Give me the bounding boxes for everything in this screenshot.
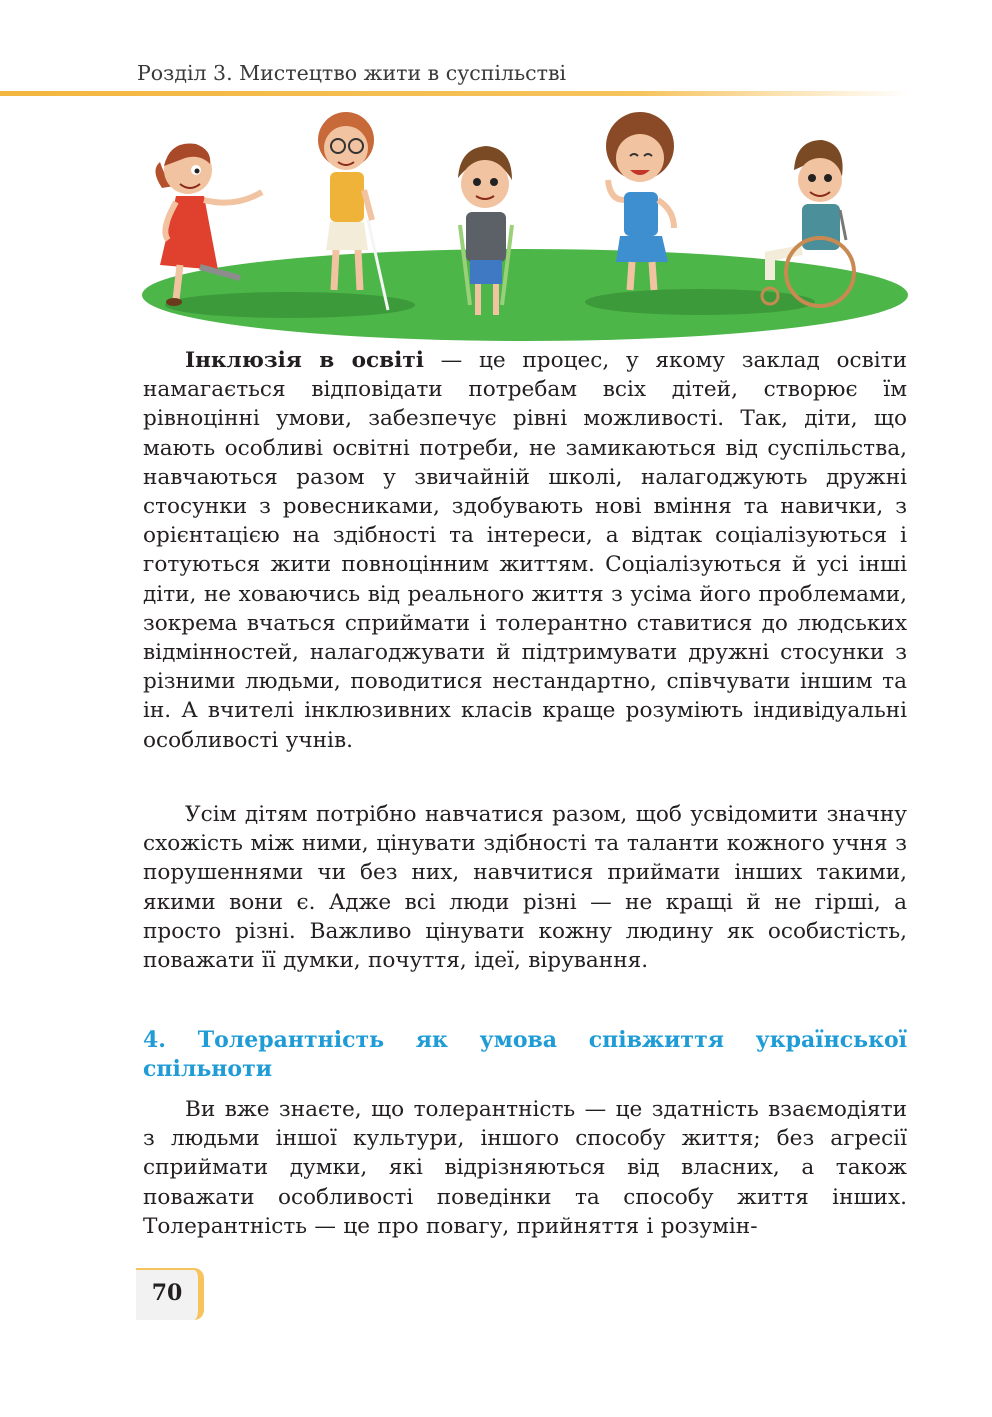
paragraph-tolerance-text: Ви вже знаєте, що толерантність — це здатність взаємодіяти з людьми іншої культури, іншого способу життя; без агресії сприймати думки, які відрізняються від власних, а також поважати особливості поведінки та способу життя інших. Толерантність — це про повагу, прийняття і розумін- bbox=[143, 1097, 907, 1239]
page-number: 70 bbox=[151, 1280, 183, 1306]
header-rule bbox=[0, 91, 910, 96]
running-header: Розділ 3. Мистецтво жити в суспільстві bbox=[137, 61, 567, 85]
paragraph-learning-together-text: Усім дітям потрібно навчатися разом, щоб усвідомити значну схожість між ними, цінувати здібності та таланти кожного учня з порушеннями чи без них, навчитися приймати інших такими, якими вони є. Адже всі люди різні — не кращі й не гірші, а просто різні. Важливо цінувати кожну людину як особистість, поважати її думки, почуття, ідеї, вірування. bbox=[143, 802, 907, 974]
paragraph-inclusion-text: — це процес, у якому заклад освіти намагається відповідати потребам всіх дітей, створює їм рівноцінні умови, забезпечує рівні можливості. Так, діти, що мають особливі освітні потреби, не замикаються від суспільства, навчаються разом у звичайній школі, налагоджують дружні стосунки з ровесниками, здобувають нові вміння та навички, з орієнтацією на здібності та інтереси, а відтак соціалізуються і готуються жити повноцінним життям. Соціалізуються й усі інші діти, не ховаючись від реального життя з усіма його проблемами, зокрема вчаться сприймати і толерантно ставитися до людських відмінностей, налагоджувати й підтримувати дружні стосунки з різними людьми, поводитися нестандартно, співчувати іншим та ін. А вчителі інклюзивних класів краще розуміють індивідуальні особливості учнів. bbox=[143, 348, 907, 753]
paragraph-tolerance bbox=[143, 1095, 907, 1241]
page-number-tab bbox=[136, 1268, 204, 1320]
paragraph-learning-together bbox=[143, 800, 907, 975]
section-heading: 4. Толерантність як умова співжиття української спільноти bbox=[143, 1027, 907, 1082]
term-inclusion: Інклюзія в освіті bbox=[185, 348, 424, 373]
children-illustration bbox=[140, 100, 910, 345]
paragraph-inclusion bbox=[143, 346, 907, 755]
